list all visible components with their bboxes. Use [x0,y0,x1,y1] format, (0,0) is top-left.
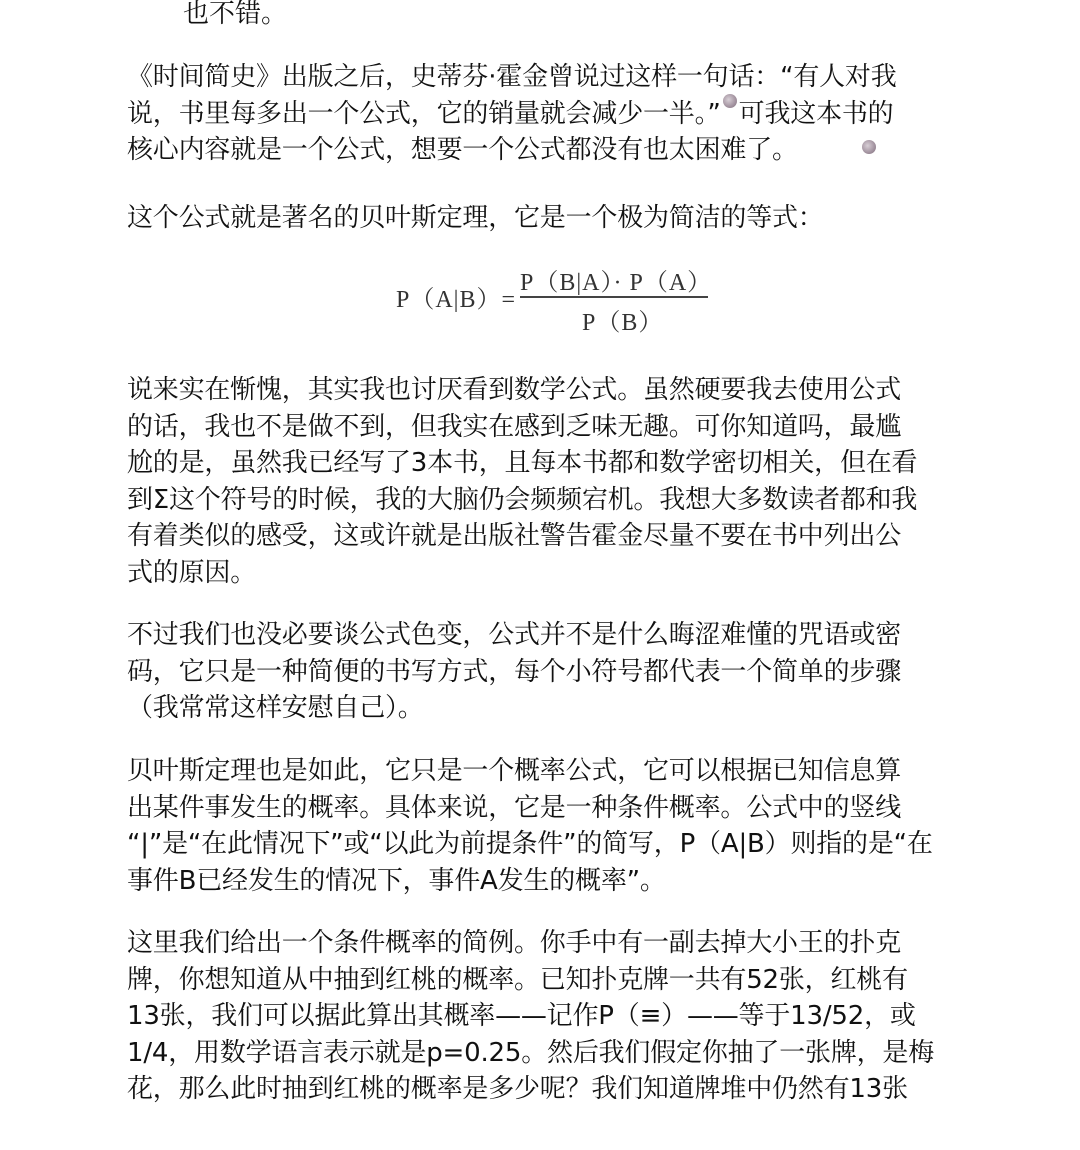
text-line: 出某件事发生的概率。具体来说，它是一种条件概率。公式中的竖线 [127,792,902,823]
text-line: 式的原因。 [127,557,257,588]
paragraph-bayes-intro [127,200,824,237]
paragraph-card-example [127,925,934,1108]
text-line: 不过我们也没必要谈公式色变，公式并不是什么晦涩难懂的咒语或密 [127,620,902,650]
cut-off-line: 也不错。 [183,0,288,29]
text-line: 牌，你想知道从中抽到红桃的概率。已知扑克牌一共有52张，红桃有 [127,964,908,995]
text-line: 1/4，用数学语言表示就是p=0.25。然后我们假定你抽了一张牌，是梅 [127,1037,935,1068]
text-line: 这里我们给出一个条件概率的简例。你手中有一副去掉大小王的扑克 [127,928,902,958]
text-line: 码，它只是一种简便的书写方式，每个小符号都代表一个简单的步骤 [127,656,902,687]
text-line: 的话，我也不是做不到，但我实在感到乏味无趣。可你知道吗，最尴 [127,411,902,442]
text-line: 花，那么此时抽到红桃的概率是多少呢？我们知道牌堆中仍然有13张 [127,1074,908,1104]
text-line [127,96,897,133]
text-line: （我常常这样安慰自己）。 [127,693,424,723]
paragraph-formula-notation [127,617,901,727]
text-line: 这个公式就是著名的贝叶斯定理，它是一个极为简洁的等式： [127,203,824,233]
text-line: 到Σ这个符号的时候，我的大脑仍会频频宕机。我想大多数读者都和我 [127,484,918,515]
text-segment: 说，书里每多出一个公式，它的销量就会减少一半。” [127,98,721,129]
formula-numerator: P（B|A）· P（A） [520,270,713,296]
text-line: 有着类似的感受，这或许就是出版社警告霍金尽量不要在书中列出公 [127,521,902,551]
text-line: 说来实在惭愧，其实我也讨厌看到数学公式。虽然硬要我去使用公式 [127,375,902,405]
footnote-marker-icon[interactable] [723,94,737,108]
bayes-formula [396,262,716,338]
text-line: “|”是“在此情况下”或“以此为前提条件”的简写，P（A|B）则指的是“在 [127,829,933,859]
text-line: 核心内容就是一个公式，想要一个公式都没有也太困难了。 [127,135,798,165]
footnote-marker-icon[interactable] [862,140,876,154]
paragraph-formula-dislike [127,372,917,591]
text-line: 事件B已经发生的情况下，事件A发生的概率”。 [127,865,666,896]
formula-lhs: P（A|B）= [396,287,517,313]
paragraph-conditional-probability [127,753,933,899]
paragraph-hawking-quote [127,59,897,169]
text-segment: 可我这本书的 [738,98,894,129]
text-line: 13张，我们可以据此算出其概率——记作P（≡）——等于13/52，或 [127,1001,916,1031]
text-line: 尬的是，虽然我已经写了3本书，且每本书都和数学密切相关，但在看 [127,448,918,478]
fraction-bar [520,296,708,298]
text-line: 《时间简史》出版之后，史蒂芬·霍金曾说过这样一句话：“有人对我 [127,62,897,92]
text-line: 贝叶斯定理也是如此，它只是一个概率公式，它可以根据已知信息算 [127,756,902,786]
formula-denominator: P（B） [582,310,664,336]
